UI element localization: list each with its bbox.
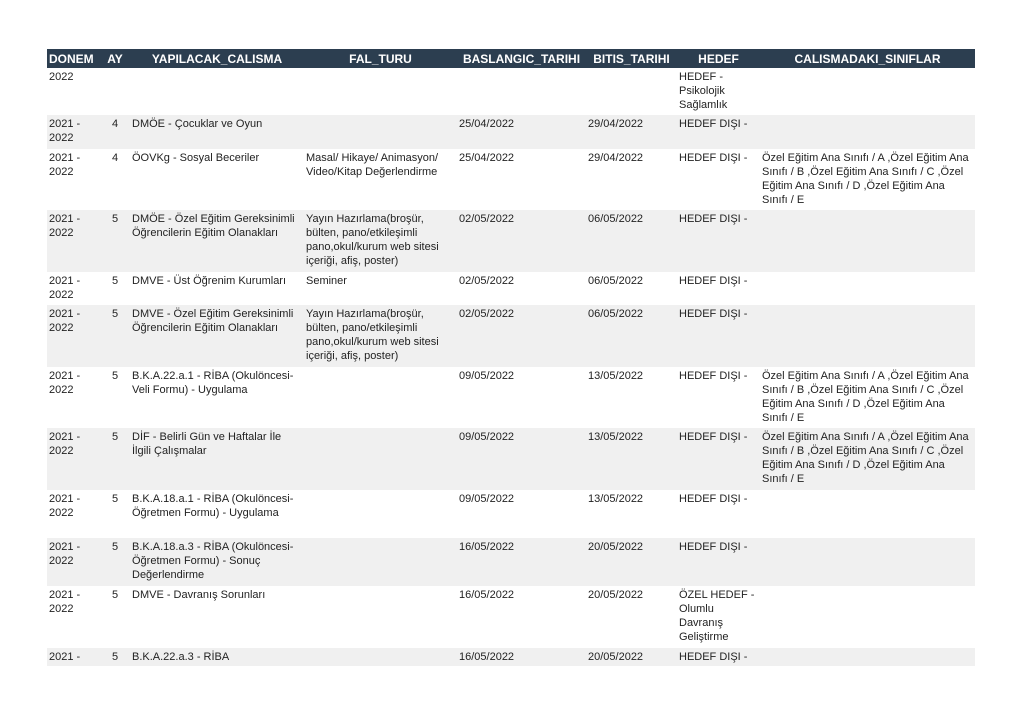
cell-bitis-tarihi: 20/05/2022 bbox=[586, 538, 677, 586]
cell-donem: 2021 - 2022 bbox=[49, 370, 81, 396]
col-header-baslangic-tarihi: BASLANGIC_TARIHI bbox=[457, 49, 586, 68]
cell-donem: 2021 - 2022 bbox=[49, 493, 81, 519]
cell-fal-turu: Masal/ Hikaye/ Animasyon/ Video/Kitap Değerlendirme bbox=[306, 152, 439, 178]
col-header-donem: DONEM bbox=[47, 49, 100, 68]
cell-baslangic-tarihi: 25/04/2022 bbox=[459, 152, 515, 164]
cell-fal-turu bbox=[304, 490, 457, 538]
cell-hedef: HEDEF DIŞI - bbox=[677, 210, 760, 272]
cell-baslangic-tarihi: 09/05/2022 bbox=[459, 370, 515, 382]
cell-donem: 2021 - 2022 bbox=[49, 152, 81, 178]
cell-donem: 2021 - 2022 bbox=[47, 305, 100, 367]
cell-ay: 5 bbox=[111, 493, 119, 505]
cell-hedef: HEDEF DIŞI - bbox=[679, 275, 748, 287]
cell-yapilacak-calisma: ÖOVKg - Sosyal Beceriler bbox=[132, 152, 260, 164]
cell-fal-turu bbox=[304, 648, 457, 666]
cell-bitis-tarihi: 06/05/2022 bbox=[586, 305, 677, 367]
cell-ay: 4 bbox=[111, 152, 119, 164]
cell-yapilacak-calisma: B.K.A.18.a.3 - RİBA (Okulöncesi-Öğretmen Formu) - Sonuç Değerlendirme bbox=[130, 538, 304, 586]
col-header-ay: AY bbox=[100, 49, 130, 68]
cell-donem: 2022 bbox=[49, 71, 74, 83]
cell-bitis-tarihi: 06/05/2022 bbox=[586, 210, 677, 272]
cell-calismadaki-siniflar bbox=[760, 210, 975, 272]
cell-fal-turu bbox=[304, 586, 457, 648]
cell-donem: 2021 - 2022 bbox=[47, 428, 100, 490]
cell-ay: 5 bbox=[100, 305, 130, 367]
cell-calismadaki-siniflar bbox=[760, 586, 975, 648]
col-header-bitis-tarihi: BITIS_TARIHI bbox=[586, 49, 677, 68]
cell-calismadaki-siniflar: Özel Eğitim Ana Sınıfı / A ,Özel Eğitim Ana Sınıfı / B ,Özel Eğitim Ana Sınıfı / C ,Özel Eğitim Ana Sınıfı / D ,Özel Eğitim Ana Sınıfı / E bbox=[762, 370, 969, 424]
cell-bitis-tarihi: 13/05/2022 bbox=[588, 493, 644, 505]
cell-donem: 2021 - 2022 bbox=[49, 589, 81, 615]
table-row bbox=[47, 272, 975, 305]
cell-calismadaki-siniflar bbox=[760, 648, 975, 666]
cell-fal-turu bbox=[304, 428, 457, 490]
table-header-row bbox=[47, 49, 975, 68]
cell-bitis-tarihi: 20/05/2022 bbox=[588, 589, 644, 601]
cell-ay: 5 bbox=[100, 428, 130, 490]
cell-calismadaki-siniflar bbox=[760, 272, 975, 305]
cell-bitis-tarihi bbox=[586, 68, 677, 115]
table-row bbox=[47, 367, 975, 428]
cell-baslangic-tarihi: 09/05/2022 bbox=[459, 493, 515, 505]
cell-hedef: HEDEF - Psikolojik Sağlamlık bbox=[679, 71, 728, 111]
cell-donem: 2021 - 2022 bbox=[47, 115, 100, 149]
col-header-hedef: HEDEF bbox=[677, 49, 760, 68]
cell-fal-turu bbox=[304, 115, 457, 149]
cell-hedef: HEDEF DIŞI - bbox=[679, 370, 748, 382]
cell-ay: 5 bbox=[100, 538, 130, 586]
cell-donem: 2021 - 2022 bbox=[49, 275, 81, 301]
cell-fal-turu: Seminer bbox=[306, 275, 347, 287]
cell-fal-turu bbox=[304, 367, 457, 428]
cell-ay: 5 bbox=[111, 370, 119, 382]
table-row bbox=[47, 149, 975, 210]
cell-ay: 5 bbox=[100, 648, 130, 666]
cell-yapilacak-calisma: DMÖE - Çocuklar ve Oyun bbox=[130, 115, 304, 149]
cell-hedef: HEDEF DIŞI - bbox=[677, 305, 760, 367]
cell-yapilacak-calisma: B.K.A.22.a.3 - RİBA bbox=[130, 648, 304, 666]
cell-baslangic-tarihi: 16/05/2022 bbox=[457, 538, 586, 586]
table-row bbox=[47, 305, 975, 367]
cell-donem: 2021 - 2022 bbox=[47, 210, 100, 272]
cell-yapilacak-calisma: DİF - Belirli Gün ve Haftalar İle İlgili Çalışmalar bbox=[130, 428, 304, 490]
cell-donem: 2021 - 2022 bbox=[47, 538, 100, 586]
cell-baslangic-tarihi: 25/04/2022 bbox=[457, 115, 586, 149]
table-row bbox=[47, 648, 975, 666]
cell-hedef: HEDEF DIŞI - bbox=[677, 648, 760, 666]
cell-yapilacak-calisma: DMVE - Üst Öğrenim Kurumları bbox=[132, 275, 287, 287]
cell-donem: 2021 - bbox=[47, 648, 100, 666]
cell-calismadaki-siniflar bbox=[760, 115, 975, 149]
table-row bbox=[47, 115, 975, 149]
table-row bbox=[47, 428, 975, 490]
col-header-fal-turu: FAL_TURU bbox=[304, 49, 457, 68]
cell-calismadaki-siniflar bbox=[760, 305, 975, 367]
cell-baslangic-tarihi: 16/05/2022 bbox=[457, 648, 586, 666]
cell-hedef: ÖZEL HEDEF - Olumlu Davranış Geliştirme bbox=[679, 589, 755, 643]
cell-ay: 5 bbox=[100, 210, 130, 272]
cell-hedef: HEDEF DIŞI - bbox=[677, 115, 760, 149]
cell-baslangic-tarihi bbox=[457, 68, 586, 115]
cell-baslangic-tarihi: 02/05/2022 bbox=[457, 210, 586, 272]
table-row bbox=[47, 538, 975, 586]
cell-hedef: HEDEF DIŞI - bbox=[677, 428, 760, 490]
cell-fal-turu: Yayın Hazırlama(broşür, bülten, pano/etkileşimli pano,okul/kurum web sitesi içeriği, afiş, poster) bbox=[304, 305, 457, 367]
cell-baslangic-tarihi: 09/05/2022 bbox=[457, 428, 586, 490]
table-row bbox=[47, 210, 975, 272]
cell-bitis-tarihi: 13/05/2022 bbox=[588, 370, 644, 382]
cell-bitis-tarihi: 29/04/2022 bbox=[588, 152, 644, 164]
cell-calismadaki-siniflar: Özel Eğitim Ana Sınıfı / A ,Özel Eğitim Ana Sınıfı / B ,Özel Eğitim Ana Sınıfı / C ,Özel Eğitim Ana Sınıfı / D ,Özel Eğitim Ana Sınıfı / E bbox=[762, 152, 969, 206]
cell-ay: 4 bbox=[100, 115, 130, 149]
cell-fal-turu bbox=[304, 68, 457, 115]
table-row bbox=[47, 586, 975, 648]
cell-baslangic-tarihi: 16/05/2022 bbox=[459, 589, 515, 601]
cell-calismadaki-siniflar bbox=[760, 538, 975, 586]
activity-table bbox=[47, 49, 975, 666]
col-header-yapilacak-calisma: YAPILACAK_CALISMA bbox=[130, 49, 304, 68]
cell-yapilacak-calisma: DMÖE - Özel Eğitim Gereksinimli Öğrencilerin Eğitim Olanakları bbox=[130, 210, 304, 272]
cell-baslangic-tarihi: 02/05/2022 bbox=[459, 275, 515, 287]
table-row bbox=[47, 68, 975, 115]
cell-yapilacak-calisma bbox=[130, 68, 304, 115]
cell-calismadaki-siniflar: Özel Eğitim Ana Sınıfı / A ,Özel Eğitim Ana Sınıfı / B ,Özel Eğitim Ana Sınıfı / C ,Özel Eğitim Ana Sınıfı / D ,Özel Eğitim Ana Sınıfı / E bbox=[760, 428, 975, 490]
cell-fal-turu: Yayın Hazırlama(broşür, bülten, pano/etkileşimli pano,okul/kurum web sitesi içeriği, afiş, poster) bbox=[304, 210, 457, 272]
table-row bbox=[47, 490, 975, 538]
cell-yapilacak-calisma: DMVE - Davranış Sorunları bbox=[132, 589, 266, 601]
cell-bitis-tarihi: 06/05/2022 bbox=[588, 275, 644, 287]
cell-ay: 5 bbox=[111, 589, 119, 601]
cell-yapilacak-calisma: B.K.A.22.a.1 - RİBA (Okulöncesi-Veli Formu) - Uygulama bbox=[132, 370, 294, 396]
cell-baslangic-tarihi: 02/05/2022 bbox=[457, 305, 586, 367]
cell-ay: 5 bbox=[111, 275, 119, 287]
cell-ay bbox=[100, 68, 130, 115]
cell-hedef: HEDEF DIŞI - bbox=[677, 538, 760, 586]
col-header-calismadaki-siniflar: CALISMADAKI_SINIFLAR bbox=[760, 49, 975, 68]
cell-bitis-tarihi: 20/05/2022 bbox=[586, 648, 677, 666]
cell-fal-turu bbox=[304, 538, 457, 586]
cell-calismadaki-siniflar bbox=[760, 490, 975, 538]
cell-yapilacak-calisma: DMVE - Özel Eğitim Gereksinimli Öğrencilerin Eğitim Olanakları bbox=[130, 305, 304, 367]
cell-bitis-tarihi: 29/04/2022 bbox=[586, 115, 677, 149]
cell-yapilacak-calisma: B.K.A.18.a.1 - RİBA (Okulöncesi-Öğretmen Formu) - Uygulama bbox=[132, 493, 294, 519]
cell-hedef: HEDEF DIŞI - bbox=[679, 493, 748, 505]
cell-bitis-tarihi: 13/05/2022 bbox=[586, 428, 677, 490]
cell-calismadaki-siniflar bbox=[760, 68, 975, 115]
cell-hedef: HEDEF DIŞI - bbox=[679, 152, 748, 164]
